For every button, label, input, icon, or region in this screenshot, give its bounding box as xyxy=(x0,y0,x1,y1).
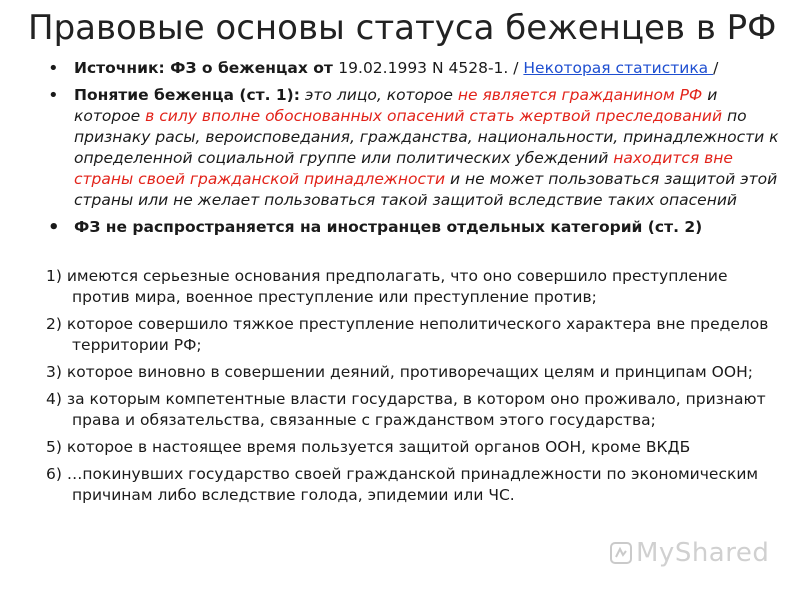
definition-highlight-3: находится вне страны своей гражданской принадлежности xyxy=(74,149,733,188)
source-text: 19.02.1993 N 4528-1. / xyxy=(338,59,524,77)
list-item: 3) которое виновно в совершении деяний, противоречащих целям и принципам ООН; xyxy=(46,363,753,381)
source-label: Источник: ФЗ о беженцах от xyxy=(74,59,339,77)
source-after: / xyxy=(713,59,719,77)
exclusion-list xyxy=(48,266,778,512)
definition-text-1: это лицо, которое xyxy=(299,86,458,104)
definition-text-2: и которое xyxy=(74,86,718,125)
list-item: 4) за которым компетентные власти государства, в котором оно проживало, признают права и обязательства, связанные с гражданством этого государства; xyxy=(46,390,766,429)
bullet-definition xyxy=(48,85,788,211)
list-item: 2) которое совершило тяжкое преступление неполитического характера вне пределов территории РФ; xyxy=(46,315,769,354)
list-item: 1) имеются серьезные основания предполагать, что оно совершило преступление против мира, военное преступление или преступление против; xyxy=(46,267,728,306)
list-item: 5) которое в настоящее время пользуется защитой органов ООН, кроме ВКДБ xyxy=(46,438,691,456)
definition-text-3: по признаку расы, вероисповедания, гражданства, национальности, принадлежности к определенной социальной группе или политических убеждений xyxy=(74,107,779,167)
definition-label: Понятие беженца (ст. 1): xyxy=(74,86,300,104)
bullet-exclusion: • ФЗ не распространяется на иностранцев отдельных категорий (ст. 2) xyxy=(48,217,788,238)
slide-title: Правовые основы статуса беженцев в РФ xyxy=(28,8,777,48)
definition-text-4: и не может пользоваться защитой этой страны или не желает пользоваться такой защитой вследствие таких опасений xyxy=(74,170,778,209)
statistics-link[interactable]: Некоторая статистика xyxy=(523,59,714,77)
list-item: 6) …покинувших государство своей гражданской принадлежности по экономическим причинам либо вследствие голода, эпидемии или ЧС. xyxy=(46,465,759,504)
definition-highlight-1: не является гражданином РФ xyxy=(457,86,703,104)
myshared-logo-icon xyxy=(610,541,632,563)
watermark-text: MyShared xyxy=(636,538,770,568)
definition-highlight-2: в силу вполне обоснованных опасений стать жертвой преследований xyxy=(145,107,723,125)
slide-content xyxy=(48,58,788,244)
bullet-source xyxy=(48,58,788,79)
watermark xyxy=(610,538,769,568)
